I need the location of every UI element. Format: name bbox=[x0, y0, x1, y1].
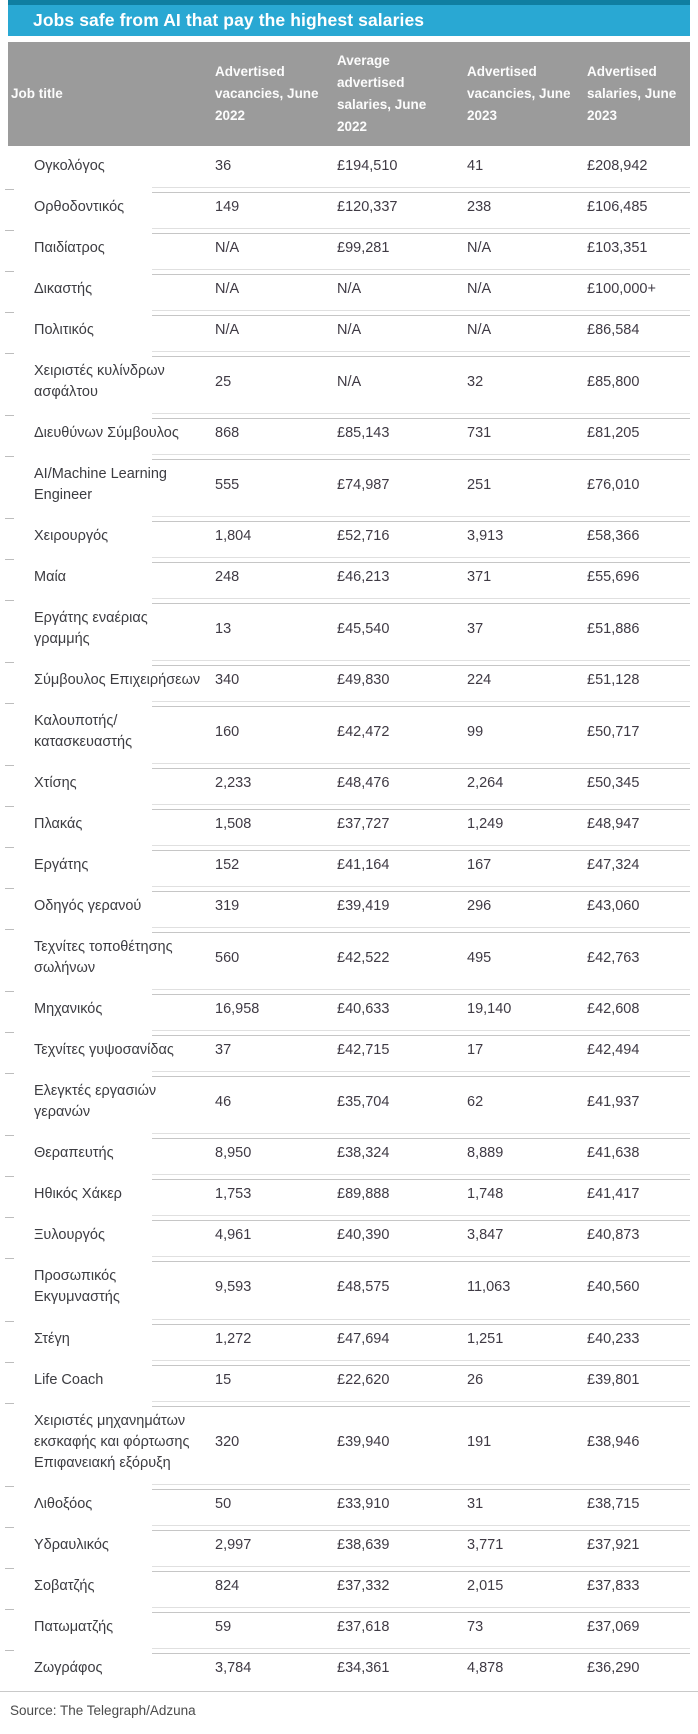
vacancies-2022-cell: 25 bbox=[215, 373, 232, 390]
vacancies-2023-cell: 37 bbox=[467, 620, 484, 637]
salary-2022-cell: £48,575 bbox=[337, 1278, 390, 1295]
vacancies-2022-cell: N/A bbox=[215, 322, 240, 339]
salary-2023-cell: £41,417 bbox=[587, 1186, 640, 1203]
vacancies-2022-cell: 16,958 bbox=[215, 1001, 260, 1018]
vacancies-2023-cell: 3,771 bbox=[467, 1536, 504, 1553]
vacancies-2022-cell: N/A bbox=[215, 240, 240, 257]
job-title-cell: Πλακάς bbox=[8, 804, 215, 845]
salary-2022-cell: £38,324 bbox=[337, 1145, 390, 1162]
salary-2023-cell: £58,366 bbox=[587, 528, 640, 545]
vacancies-2022-cell: 560 bbox=[215, 949, 240, 966]
salary-2022-cell: £52,716 bbox=[337, 528, 390, 545]
table-row bbox=[0, 1566, 698, 1607]
vacancies-2023-cell: 11,063 bbox=[467, 1278, 511, 1295]
salary-2022-cell: N/A bbox=[337, 281, 362, 298]
vacancies-2023-cell: 19,140 bbox=[467, 1001, 512, 1018]
page-title: Jobs safe from AI that pay the highest salaries bbox=[8, 5, 690, 36]
vacancies-2023-cell: 371 bbox=[467, 569, 492, 586]
table-row bbox=[0, 1484, 698, 1525]
job-title-cell: Δικαστής bbox=[8, 269, 215, 310]
table-row bbox=[0, 1360, 698, 1401]
table-row bbox=[0, 886, 698, 927]
job-title-cell: Χειριστές μηχανημάτων εκσκαφής και φόρτωσης Επιφανειακή εξόρυξη bbox=[8, 1401, 215, 1484]
salary-2023-cell: £81,205 bbox=[587, 425, 640, 442]
table-row bbox=[0, 1319, 698, 1360]
salary-2023-cell: £42,494 bbox=[587, 1042, 640, 1059]
vacancies-2022-cell: N/A bbox=[215, 281, 240, 298]
job-title-cell: Χειρουργός bbox=[8, 516, 215, 557]
salary-2023-cell: £37,833 bbox=[587, 1577, 640, 1594]
salary-2023-cell: £47,324 bbox=[587, 857, 640, 874]
vacancies-2022-cell: 152 bbox=[215, 857, 240, 874]
vacancies-2023-cell: 238 bbox=[467, 199, 492, 216]
table-row bbox=[0, 989, 698, 1030]
salary-2023-cell: £38,946 bbox=[587, 1433, 640, 1450]
vacancies-2023-cell: 2,015 bbox=[467, 1577, 504, 1594]
vacancies-2023-cell: 31 bbox=[467, 1495, 484, 1512]
salary-2022-cell: £38,639 bbox=[337, 1536, 390, 1553]
vacancies-2023-cell: 251 bbox=[467, 476, 492, 493]
column-header-vacancies-2022: Advertised vacancies, June 2022 bbox=[215, 64, 319, 123]
salary-2022-cell: £48,476 bbox=[337, 775, 390, 792]
salary-2022-cell: £22,620 bbox=[337, 1371, 390, 1388]
salary-2022-cell: £45,540 bbox=[337, 620, 390, 637]
vacancies-2023-cell: 495 bbox=[467, 949, 492, 966]
vacancies-2022-cell: 9,593 bbox=[215, 1278, 252, 1295]
vacancies-2022-cell: 340 bbox=[215, 672, 240, 689]
salary-2023-cell: £40,560 bbox=[587, 1278, 640, 1295]
job-title-cell: Ζωγράφος bbox=[8, 1648, 215, 1689]
vacancies-2022-cell: 2,997 bbox=[215, 1536, 252, 1553]
vacancies-2023-cell: 1,748 bbox=[467, 1186, 504, 1203]
salary-2022-cell: N/A bbox=[337, 373, 362, 390]
vacancies-2023-cell: 2,264 bbox=[467, 775, 504, 792]
job-title-cell: Λιθοξόος bbox=[8, 1484, 215, 1525]
vacancies-2022-cell: 8,950 bbox=[215, 1145, 252, 1162]
vacancies-2022-cell: 160 bbox=[215, 723, 240, 740]
table-body bbox=[0, 146, 698, 1689]
table-row bbox=[0, 701, 698, 763]
salary-2022-cell: £85,143 bbox=[337, 425, 390, 442]
vacancies-2023-cell: 1,251 bbox=[467, 1330, 504, 1347]
table-row bbox=[0, 351, 698, 413]
vacancies-2022-cell: 320 bbox=[215, 1433, 240, 1450]
salary-2022-cell: £47,694 bbox=[337, 1330, 390, 1347]
vacancies-2022-cell: 1,804 bbox=[215, 528, 252, 545]
job-title-cell: Χειριστές κυλίνδρων ασφάλτου bbox=[8, 351, 215, 413]
salary-2023-cell: £43,060 bbox=[587, 898, 640, 915]
salary-2023-cell: £85,800 bbox=[587, 373, 640, 390]
vacancies-2023-cell: 296 bbox=[467, 898, 492, 915]
job-title-cell: Στέγη bbox=[8, 1319, 215, 1360]
vacancies-2023-cell: 26 bbox=[467, 1371, 484, 1388]
table-row bbox=[0, 516, 698, 557]
table-header-row bbox=[8, 42, 690, 146]
vacancies-2023-cell: 62 bbox=[467, 1093, 484, 1110]
table-row bbox=[0, 454, 698, 516]
column-header-avg-salaries-2022: Average advertised salaries, June 2022 bbox=[337, 53, 427, 134]
vacancies-2022-cell: 3,784 bbox=[215, 1659, 252, 1676]
table-row bbox=[0, 310, 698, 351]
vacancies-2023-cell: 17 bbox=[467, 1042, 484, 1059]
salary-2022-cell: £37,727 bbox=[337, 816, 390, 833]
salary-2023-cell: £41,638 bbox=[587, 1145, 640, 1162]
salary-2022-cell: £41,164 bbox=[337, 857, 390, 874]
vacancies-2023-cell: 41 bbox=[467, 158, 484, 174]
salary-2023-cell: £40,233 bbox=[587, 1330, 640, 1347]
vacancies-2022-cell: 1,753 bbox=[215, 1186, 252, 1203]
salary-2023-cell: £51,886 bbox=[587, 620, 640, 637]
vacancies-2023-cell: 99 bbox=[467, 723, 484, 740]
salary-2022-cell: £42,472 bbox=[337, 723, 390, 740]
salary-2023-cell: £208,942 bbox=[587, 158, 648, 174]
salary-2023-cell: £51,128 bbox=[587, 672, 640, 689]
job-title-cell: Ηθικός Χάκερ bbox=[8, 1174, 215, 1215]
vacancies-2023-cell: 191 bbox=[467, 1433, 492, 1450]
vacancies-2023-cell: 73 bbox=[467, 1618, 484, 1635]
salary-2022-cell: £49,830 bbox=[337, 672, 390, 689]
vacancies-2022-cell: 46 bbox=[215, 1093, 232, 1110]
salary-2022-cell: £33,910 bbox=[337, 1495, 390, 1512]
job-title-cell: Θεραπευτής bbox=[8, 1133, 215, 1174]
job-title-cell: Τεχνίτες τοποθέτησης σωλήνων bbox=[8, 927, 215, 989]
salary-2023-cell: £37,069 bbox=[587, 1618, 640, 1635]
job-title-cell: AI/Machine Learning Engineer bbox=[8, 454, 215, 516]
vacancies-2022-cell: 59 bbox=[215, 1618, 232, 1635]
salary-2022-cell: £40,633 bbox=[337, 1001, 390, 1018]
table-row bbox=[0, 413, 698, 454]
table-row bbox=[0, 660, 698, 701]
vacancies-2023-cell: N/A bbox=[467, 240, 492, 257]
salary-2022-cell: £99,281 bbox=[337, 240, 390, 257]
table-row bbox=[0, 1215, 698, 1256]
salary-2023-cell: £76,010 bbox=[587, 476, 640, 493]
salary-2022-cell: £46,213 bbox=[337, 569, 390, 586]
salary-2023-cell: £39,801 bbox=[587, 1371, 640, 1388]
vacancies-2022-cell: 868 bbox=[215, 425, 240, 442]
vacancies-2023-cell: 4,878 bbox=[467, 1659, 504, 1676]
vacancies-2023-cell: 1,249 bbox=[467, 816, 504, 833]
vacancies-2023-cell: 731 bbox=[467, 425, 492, 442]
salary-2022-cell: £42,715 bbox=[337, 1042, 390, 1059]
job-title-cell: Υδραυλικός bbox=[8, 1525, 215, 1566]
salary-2022-cell: £194,510 bbox=[337, 158, 398, 174]
vacancies-2022-cell: 824 bbox=[215, 1577, 240, 1594]
vacancies-2022-cell: 36 bbox=[215, 158, 232, 174]
vacancies-2022-cell: 2,233 bbox=[215, 775, 252, 792]
salary-2023-cell: £103,351 bbox=[587, 240, 648, 257]
salary-2022-cell: £37,618 bbox=[337, 1618, 390, 1635]
job-title-cell: Χτίσης bbox=[8, 763, 215, 804]
table-row bbox=[0, 269, 698, 310]
salary-2022-cell: £120,337 bbox=[337, 199, 398, 216]
salary-2023-cell: £86,584 bbox=[587, 322, 640, 339]
table-row bbox=[0, 763, 698, 804]
job-title-cell: Πολιτικός bbox=[8, 310, 215, 351]
salary-2022-cell: £42,522 bbox=[337, 949, 390, 966]
salary-2022-cell: £39,940 bbox=[337, 1433, 390, 1450]
job-title-cell: Παιδίατρος bbox=[8, 228, 215, 269]
salary-2022-cell: £34,361 bbox=[337, 1659, 390, 1676]
vacancies-2022-cell: 248 bbox=[215, 569, 240, 586]
table-row bbox=[0, 146, 698, 187]
salary-2023-cell: £41,937 bbox=[587, 1093, 640, 1110]
salary-2022-cell: £89,888 bbox=[337, 1186, 390, 1203]
table-row bbox=[0, 1256, 698, 1318]
job-title-cell: Ξυλουργός bbox=[8, 1215, 215, 1256]
job-title-cell: Ορθοδοντικός bbox=[8, 187, 215, 228]
table-row bbox=[0, 804, 698, 845]
vacancies-2023-cell: N/A bbox=[467, 322, 492, 339]
table-row bbox=[0, 1133, 698, 1174]
vacancies-2022-cell: 13 bbox=[215, 620, 232, 637]
table-row bbox=[0, 228, 698, 269]
salary-2023-cell: £42,608 bbox=[587, 1001, 640, 1018]
salary-2023-cell: £50,717 bbox=[587, 723, 640, 740]
job-title-cell: Διευθύνων Σύμβουλος bbox=[8, 413, 215, 454]
vacancies-2022-cell: 149 bbox=[215, 199, 240, 216]
table-row bbox=[0, 187, 698, 228]
job-title-cell: Σοβατζής bbox=[8, 1566, 215, 1607]
table-row bbox=[0, 1071, 698, 1133]
salary-2023-cell: £50,345 bbox=[587, 775, 640, 792]
salary-2023-cell: £48,947 bbox=[587, 816, 640, 833]
job-title-cell: Πατωματζής bbox=[8, 1607, 215, 1648]
table-row bbox=[0, 1525, 698, 1566]
table-row bbox=[0, 845, 698, 886]
salary-2022-cell: N/A bbox=[337, 322, 362, 339]
salary-2023-cell: £106,485 bbox=[587, 199, 648, 216]
vacancies-2022-cell: 15 bbox=[215, 1371, 232, 1388]
vacancies-2023-cell: 8,889 bbox=[467, 1145, 504, 1162]
salary-2022-cell: £40,390 bbox=[337, 1227, 390, 1244]
vacancies-2022-cell: 1,272 bbox=[215, 1330, 252, 1347]
vacancies-2022-cell: 4,961 bbox=[215, 1227, 252, 1244]
salary-2023-cell: £55,696 bbox=[587, 569, 640, 586]
column-header-vacancies-2023: Advertised vacancies, June 2023 bbox=[467, 64, 571, 123]
salary-2023-cell: £38,715 bbox=[587, 1495, 640, 1512]
table-row bbox=[0, 1648, 698, 1689]
table-row bbox=[0, 557, 698, 598]
vacancies-2023-cell: 3,913 bbox=[467, 528, 504, 545]
salary-2023-cell: £42,763 bbox=[587, 949, 640, 966]
vacancies-2023-cell: N/A bbox=[467, 281, 492, 298]
job-title-cell: Εργάτης bbox=[8, 845, 215, 886]
vacancies-2022-cell: 555 bbox=[215, 476, 240, 493]
vacancies-2023-cell: 167 bbox=[467, 857, 492, 874]
vacancies-2022-cell: 319 bbox=[215, 898, 240, 915]
table-row bbox=[0, 1030, 698, 1071]
job-title-cell: Μηχανικός bbox=[8, 989, 215, 1030]
job-title-cell: Οδηγός γερανού bbox=[8, 886, 215, 927]
table-row bbox=[0, 1401, 698, 1484]
salary-2023-cell: £36,290 bbox=[587, 1659, 640, 1676]
salary-2023-cell: £40,873 bbox=[587, 1227, 640, 1244]
job-title-cell: Τεχνίτες γυψοσανίδας bbox=[8, 1030, 215, 1071]
job-title-cell: Σύμβουλος Επιχειρήσεων bbox=[8, 660, 215, 701]
vacancies-2022-cell: 37 bbox=[215, 1042, 232, 1059]
table-row bbox=[0, 1607, 698, 1648]
vacancies-2023-cell: 32 bbox=[467, 373, 484, 390]
job-title-cell: Εργάτης εναέριας γραμμής bbox=[8, 598, 215, 660]
salary-2023-cell: £100,000+ bbox=[587, 281, 656, 298]
job-title-cell: Life Coach bbox=[8, 1360, 215, 1401]
vacancies-2022-cell: 1,508 bbox=[215, 816, 252, 833]
table-row bbox=[0, 598, 698, 660]
job-title-cell: Καλουποτής/κατασκευαστής bbox=[8, 701, 215, 763]
job-title-cell: Μαία bbox=[8, 557, 215, 598]
salary-2023-cell: £37,921 bbox=[587, 1536, 640, 1553]
table-row bbox=[0, 927, 698, 989]
column-header-salaries-2023: Advertised salaries, June 2023 bbox=[587, 64, 677, 123]
salary-2022-cell: £74,987 bbox=[337, 476, 390, 493]
table-row bbox=[0, 1174, 698, 1215]
salary-2022-cell: £37,332 bbox=[337, 1577, 390, 1594]
column-header-job-title: Job title bbox=[11, 86, 63, 101]
job-title-cell: Ογκολόγος bbox=[34, 158, 105, 174]
vacancies-2023-cell: 224 bbox=[467, 672, 492, 689]
job-title-cell: Ελεγκτές εργασιών γερανών bbox=[8, 1071, 215, 1133]
source-note: Source: The Telegraph/Adzuna bbox=[0, 1691, 698, 1734]
vacancies-2022-cell: 50 bbox=[215, 1495, 232, 1512]
salary-2022-cell: £39,419 bbox=[337, 898, 390, 915]
job-title-cell: Προσωπικός Εκγυμναστής bbox=[8, 1256, 215, 1318]
salary-2022-cell: £35,704 bbox=[337, 1093, 390, 1110]
vacancies-2023-cell: 3,847 bbox=[467, 1227, 504, 1244]
